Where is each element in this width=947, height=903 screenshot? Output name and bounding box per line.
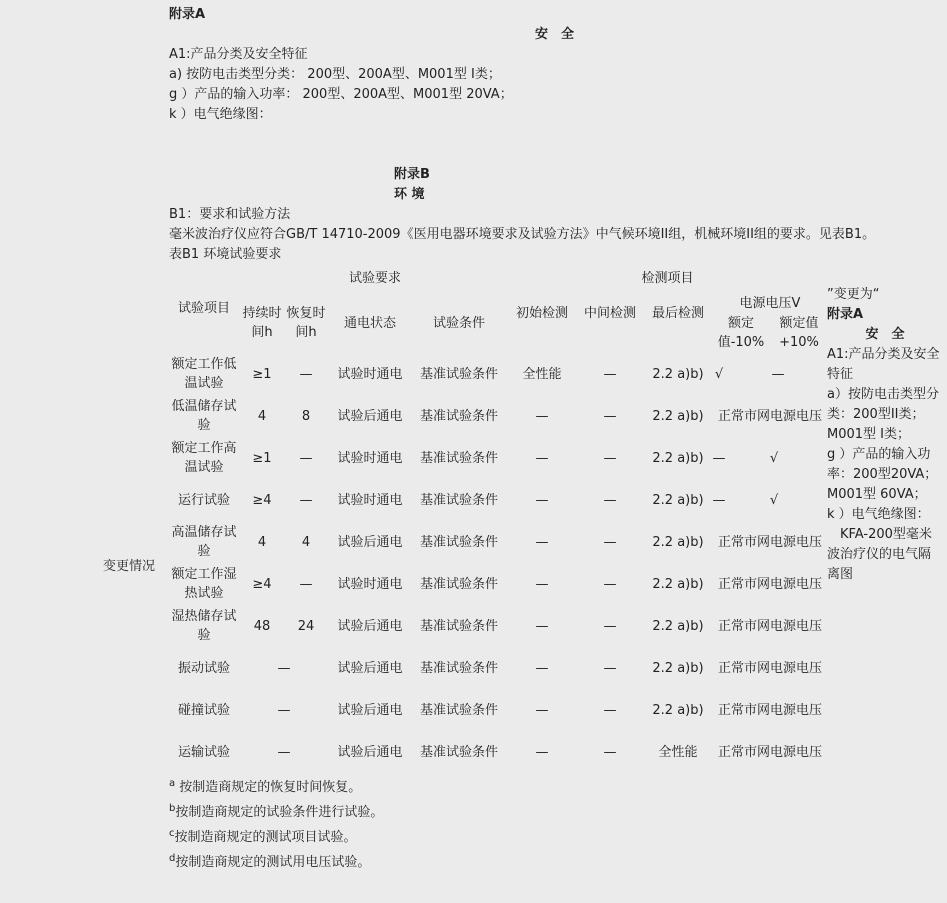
cell-power: 试验时通电 [337,367,403,382]
cell-recovery: 8 [301,409,311,424]
header-recovery: 恢复时间h [286,306,326,340]
group-header-detection: 检测项目 [641,271,694,286]
header-condition: 试验条件 [432,316,485,331]
changed-to-line: a）按防电击类型分类：200型II类；M001型 Ⅰ类； [827,387,939,442]
cell-final: 全性能 [658,745,698,760]
cell-final: 2.2 a)b) [652,409,704,424]
cell-middle: — [603,535,617,550]
cell-voltage-plus: √ [769,493,779,508]
cell-condition: 基准试验条件 [419,493,498,508]
cell-final: 2.2 a)b) [652,703,704,718]
cell-item: 额定工作湿热试验 [171,567,237,601]
row-label-change: 变更情况 [103,559,156,574]
cell-item: 运行试验 [177,493,230,508]
cell-item: 运输试验 [177,745,230,760]
cell-condition: 基准试验条件 [419,409,498,424]
table-title: 表B1 环境试验要求 [169,247,282,262]
cell-condition: 基准试验条件 [419,577,498,592]
cell-vfull: 正常市网电源电压 [717,745,822,760]
cell-power: 试验后通电 [337,619,403,634]
cell-middle: — [603,661,617,676]
note-c: $^c$按制造商规定的测试项目试验。 [169,828,357,845]
cell-initial: — [535,493,549,508]
cell-duration: ≥4 [252,493,272,508]
cell-final: 2.2 a)b) [652,661,704,676]
cell-merged: — [277,703,291,718]
note-b: $^b$按制造商规定的试验条件进行试验。 [169,803,384,820]
cell-vfull: 正常市网电源电压 [717,409,822,424]
cell-condition: 基准试验条件 [419,451,498,466]
note-d: $^d$按制造商规定的测试用电压试验。 [169,853,371,870]
header-final: 最后检测 [651,306,704,321]
cell-final: 2.2 a)b) [652,367,704,382]
cell-vfull: 正常市网电源电压 [717,577,822,592]
cell-middle: — [603,577,617,592]
cell-middle: — [603,493,617,508]
cell-power: 试验时通电 [337,577,403,592]
cell-middle: — [603,703,617,718]
cell-power: 试验后通电 [337,661,403,676]
cell-condition: 基准试验条件 [419,367,498,382]
changed-to-line: A1:产品分类及安全特征 [827,347,940,382]
changed-to-title: 附录A [827,307,864,322]
cell-power: 试验时通电 [337,493,403,508]
cell-duration: ≥1 [252,451,272,466]
cell-duration: ≥4 [252,577,272,592]
group-header-requirements: 试验要求 [348,271,401,286]
appendix-a-line: g ）产品的输入功率： 200型、200A型、M001型 20VA； [169,87,513,102]
cell-condition: 基准试验条件 [419,619,498,634]
header-duration: 持续时间h [242,306,282,340]
cell-voltage-minus: √ [714,367,724,382]
cell-merged: — [277,661,291,676]
appendix-b-heading: 环 境 [394,187,425,202]
cell-vfull: 正常市网电源电压 [717,703,822,718]
appendix-a-heading: 安 全 [535,27,575,42]
cell-condition: 基准试验条件 [419,703,498,718]
cell-recovery: 4 [301,535,311,550]
cell-initial: — [535,703,549,718]
cell-final: 2.2 a)b) [652,577,704,592]
cell-item: 湿热储存试验 [171,609,237,643]
cell-power: 试验后通电 [337,409,403,424]
cell-voltage-plus: √ [769,451,779,466]
appendix-a-line: a) 按防电击类型分类： 200型、200A型、M001型 Ⅰ类； [169,67,501,82]
appendix-a-line: A1:产品分类及安全特征 [169,47,308,62]
cell-middle: — [603,367,617,382]
cell-initial: — [535,577,549,592]
cell-recovery: — [299,493,313,508]
cell-condition: 基准试验条件 [419,535,498,550]
cell-power: 试验后通电 [337,535,403,550]
cell-vfull: 正常市网电源电压 [717,619,822,634]
cell-recovery: — [299,367,313,382]
cell-final: 2.2 a)b) [652,493,704,508]
appendix-b-title: 附录B [394,167,430,182]
cell-item: 碰撞试验 [177,703,230,718]
cell-condition: 基准试验条件 [419,661,498,676]
appendix-a-title: 附录A [169,7,206,22]
b1-heading: B1：要求和试验方法 [169,207,291,222]
cell-duration: ≥1 [252,367,272,382]
cell-item: 额定工作低温试验 [171,357,237,391]
cell-power: 试验时通电 [337,451,403,466]
cell-vfull: 正常市网电源电压 [717,535,822,550]
cell-final: 2.2 a)b) [652,535,704,550]
appendix-a-line: k ）电气绝缘图： [169,107,272,122]
changed-to-label: ”变更为“ [827,287,880,302]
cell-initial: — [535,409,549,424]
cell-duration: 4 [257,535,267,550]
cell-item: 额定工作高温试验 [171,441,237,475]
header-voltage-minus: 额定值-10% [717,316,765,350]
cell-merged: — [277,745,291,760]
cell-duration: 4 [257,409,267,424]
cell-item: 振动试验 [177,661,230,676]
cell-final: 2.2 a)b) [652,451,704,466]
cell-item: 高温储存试验 [171,525,237,559]
changed-to-line: k ）电气绝缘图： [827,507,930,522]
changed-to-panel [827,285,943,585]
cell-recovery: — [299,451,313,466]
b1-description: 毫米波治疗仪应符合GB/T 14710-2009《医用电器环境要求及试验方法》中气候环境II组，机械环境II组的要求。见表B1。 [169,227,876,242]
cell-initial: — [535,535,549,550]
header-voltage: 电源电压V [739,296,801,311]
changed-to-line: g ）产品的输入功率：200型20VA；M001型 60VA； [827,447,938,502]
cell-initial: — [535,745,549,760]
note-a: $^a$ 按制造商规定的恢复时间恢复。 [169,778,362,795]
cell-voltage-minus: — [712,493,726,508]
header-item: 试验项目 [177,301,230,316]
cell-condition: 基准试验条件 [419,745,498,760]
cell-middle: — [603,619,617,634]
changed-to-heading: 安 全 [865,327,905,342]
cell-item: 低温储存试验 [171,399,237,433]
header-power-state: 通电状态 [343,316,396,331]
cell-voltage-plus: — [771,367,785,382]
cell-recovery: — [299,577,313,592]
cell-middle: — [603,451,617,466]
changed-to-line: KFA-200型毫米波治疗仪的电气隔离图 [827,527,932,582]
cell-voltage-minus: — [712,451,726,466]
cell-initial: — [535,619,549,634]
cell-duration: 48 [253,619,271,634]
cell-initial: — [535,451,549,466]
header-middle: 中间检测 [583,306,636,321]
cell-power: 试验后通电 [337,703,403,718]
cell-initial: — [535,661,549,676]
cell-middle: — [603,745,617,760]
cell-vfull: 正常市网电源电压 [717,661,822,676]
cell-power: 试验后通电 [337,745,403,760]
header-initial: 初始检测 [515,306,568,321]
cell-final: 2.2 a)b) [652,619,704,634]
cell-middle: — [603,409,617,424]
cell-recovery: 24 [297,619,315,634]
header-voltage-plus: 额定值+10% [779,316,819,350]
cell-initial: 全性能 [522,367,562,382]
